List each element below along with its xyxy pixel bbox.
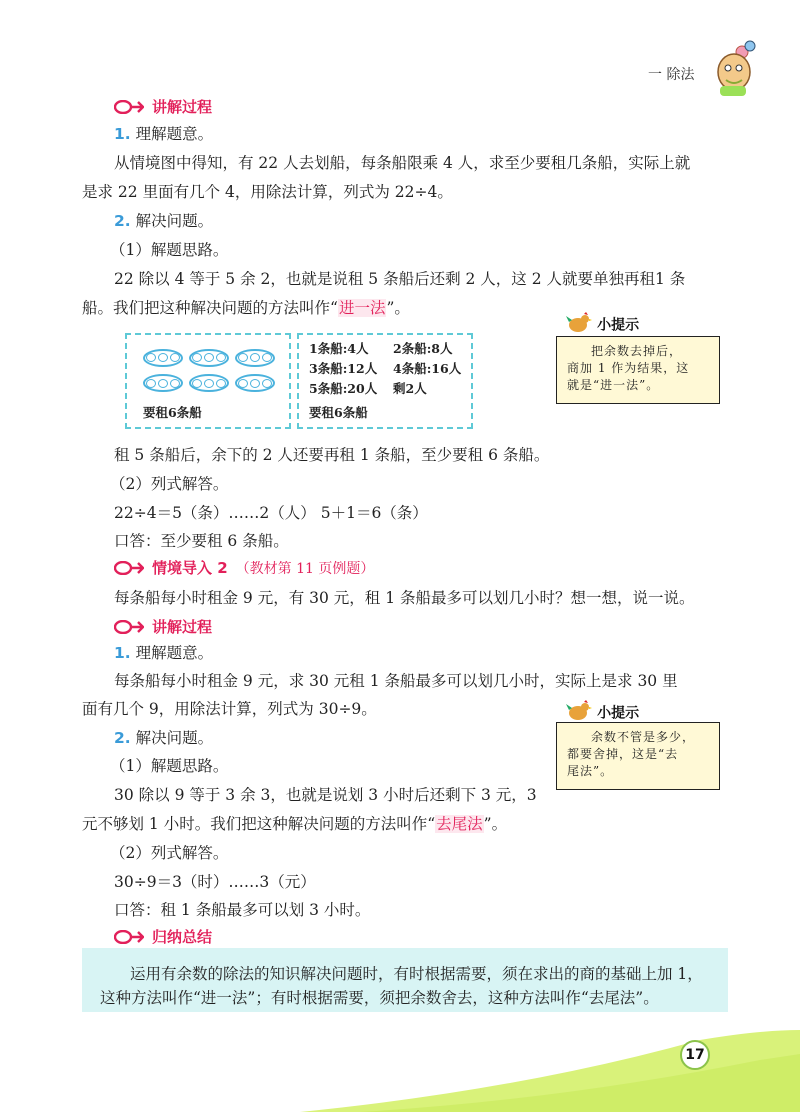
step-title: 解决问题。 [135, 212, 214, 230]
paragraph-line [82, 298, 410, 318]
answer-line: 口答：租 1 条船最多可以划 3 小时。 [114, 901, 371, 919]
boat-group-diagram [125, 333, 291, 429]
formula-line: 30÷9＝3（时）……3（元） [114, 873, 316, 891]
boat-ellipses [143, 347, 283, 392]
count-line: 5条船:20人 [309, 381, 378, 396]
count-line: 3条船:12人 [309, 361, 378, 376]
mascot-icon [712, 40, 760, 98]
chapter-label: 一 除法 [648, 67, 695, 83]
step-title: 解决问题。 [135, 729, 214, 747]
tip-title: 小提示 [597, 705, 640, 722]
step-number: 2. [114, 212, 131, 230]
footer-green-band [0, 1030, 800, 1112]
tip-line: 就是“进一法”。 [567, 378, 660, 392]
boat-ellipse [143, 374, 183, 392]
section-heading-text: 归纳总结 [152, 928, 213, 946]
count-line: 要租6条船 [309, 405, 368, 420]
boat-ellipse [189, 374, 229, 392]
step-number: 1. [114, 125, 131, 143]
sub-heading: （2）列式解答。 [110, 844, 229, 862]
paragraph-line: 从情境图中得知，有 22 人去划船，每条船限乘 4 人，求至少要租几条船，实际上就 [114, 154, 691, 172]
step-1-line [114, 124, 213, 144]
section-heading-scenario-2 [114, 557, 374, 578]
boat-ellipse [235, 374, 275, 392]
sub-heading: （1）解题思路。 [110, 757, 229, 775]
text-span: ”。 [386, 299, 410, 317]
text-span: 船。我们把这种解决问题的方法叫作“ [82, 299, 338, 317]
count-line: 1条船:4人 [309, 341, 369, 356]
tip-title: 小提示 [597, 317, 640, 334]
tip-line: 商加 1 作为结果，这 [567, 361, 690, 375]
boat-ellipse [189, 349, 229, 367]
formula-line: 22÷4＝5（条）……2（人） 5＋1＝6（条） [114, 504, 428, 522]
section-heading-subtext: （教材第 11 页例题） [235, 560, 375, 577]
step-number: 2. [114, 729, 131, 747]
step-number: 1. [114, 644, 131, 662]
section-marker-icon [114, 930, 144, 944]
section-heading-summary [114, 926, 212, 947]
page-number: 17 [685, 1047, 705, 1063]
tip-line: 都要舍掉，这是“去 [567, 747, 679, 761]
tip-box-2 [556, 722, 720, 790]
summary-box [82, 948, 728, 1012]
sub-heading: （1）解题思路。 [110, 241, 229, 259]
page-number-badge [680, 1040, 710, 1070]
paragraph-line [82, 814, 507, 834]
highlight-term: 进一法 [338, 299, 386, 317]
paragraph-line: 租 5 条船后，余下的 2 人还要再租 1 条船，至少要租 6 条船。 [114, 446, 550, 464]
summary-line: 这种方法叫作“进一法”；有时根据需要，须把余数舍去，这种方法叫作“去尾法”。 [100, 989, 659, 1007]
paragraph-line: 每条船每小时租金 9 元，求 30 元租 1 条船最多可以划几小时，实际上是求 30 里 [114, 672, 678, 690]
sub-heading: （2）列式解答。 [110, 475, 229, 493]
paragraph-line: 30 除以 9 等于 3 余 3，也就是说划 3 小时后还剩下 3 元，3 [114, 786, 537, 804]
step-2-line [114, 728, 213, 748]
paragraph-line: 是求 22 里面有几个 4，用除法计算，列式为 22÷4。 [82, 183, 453, 201]
section-heading-explain-1 [114, 96, 212, 117]
step-1-line [114, 643, 213, 663]
tip-header-1 [566, 312, 639, 338]
summary-line: 运用有余数的除法的知识解决问题时，有时根据需要，须在求出的商的基础上加 1， [130, 965, 703, 983]
count-line: 4条船:16人 [393, 361, 462, 376]
section-heading-text: 讲解过程 [152, 98, 213, 116]
tip-box-1 [556, 336, 720, 404]
tip-line: 尾法”。 [567, 764, 614, 778]
section-heading-explain-2 [114, 616, 212, 637]
step-title: 理解题意。 [135, 125, 214, 143]
step-title: 理解题意。 [135, 644, 214, 662]
boat-ellipse [235, 349, 275, 367]
section-marker-icon [114, 620, 144, 634]
count-line: 2条船:8人 [393, 341, 453, 356]
boat-ellipse [143, 349, 183, 367]
text-span: 元不够划 1 小时。我们把这种解决问题的方法叫作“ [82, 815, 436, 833]
count-line: 剩2人 [393, 381, 427, 396]
tip-line: 把余数去掉后， [591, 344, 683, 358]
answer-line: 口答：至少要租 6 条船。 [114, 532, 289, 550]
question-line: 每条船每小时租金 9 元，有 30 元，租 1 条船最多可以划几小时？想一想，说一说。 [114, 589, 695, 607]
section-marker-icon [114, 561, 144, 575]
boat-count-diagram [297, 333, 473, 429]
tip-line: 余数不管是多少， [591, 730, 696, 744]
paragraph-line: 22 除以 4 等于 5 余 2，也就是说租 5 条船后还剩 2 人，这 2 人就要单独再租1 条 [114, 270, 686, 288]
highlight-term: 去尾法 [436, 815, 483, 833]
section-marker-icon [114, 100, 144, 114]
text-span: ”。 [483, 815, 508, 833]
section-heading-text: 情境导入 2 [152, 559, 228, 577]
paragraph-line: 面有几个 9，用除法计算，列式为 30÷9。 [82, 700, 377, 718]
rooster-icon [566, 312, 592, 338]
section-heading-text: 讲解过程 [152, 618, 213, 636]
step-2-line [114, 211, 213, 231]
diagram-caption: 要租6条船 [143, 405, 202, 420]
